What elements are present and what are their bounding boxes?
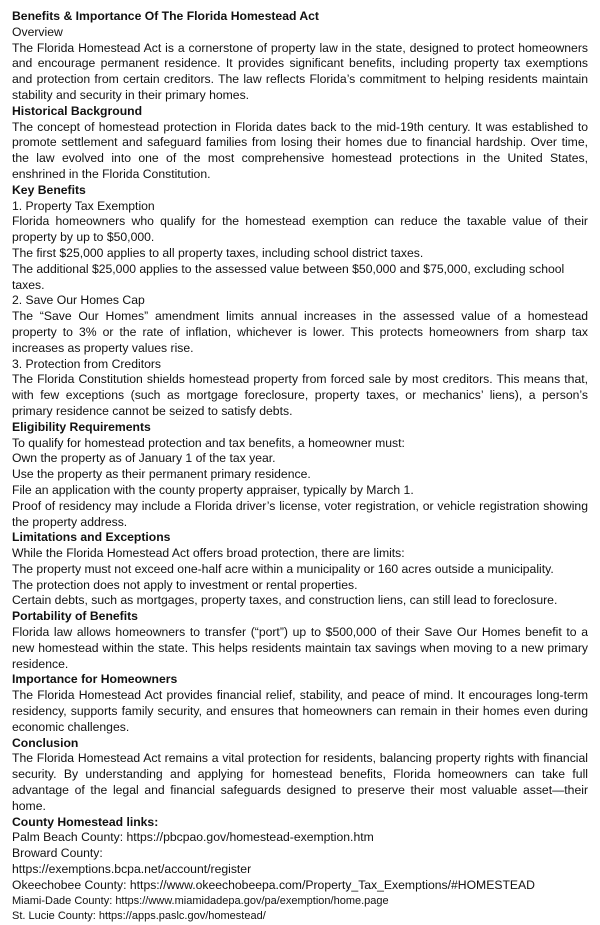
link-broward[interactable]: https://exemptions.bcpa.net/account/register xyxy=(12,862,252,877)
link-okeechobee[interactable]: Okeechobee County: https://www.okeechobeepa.com/Property_Tax_Exemptions/#HOMESTEAD xyxy=(12,877,535,892)
conclusion-heading: Conclusion xyxy=(12,735,79,750)
overview-heading: Overview xyxy=(12,24,63,39)
limits-intro: While the Florida Homestead Act offers broad protection, there are limits: xyxy=(12,546,405,561)
eligibility-intro: To qualify for homestead protection and tax benefits, a homeowner must: xyxy=(12,435,405,450)
benefit-3-title: 3. Protection from Creditors xyxy=(12,356,162,371)
history-heading: Historical Background xyxy=(12,103,143,118)
eligibility-item: Use the property as their permanent primary residence. xyxy=(12,467,311,482)
eligibility-item: File an application with the county property appraiser, typically by March 1. xyxy=(12,482,414,497)
benefit-1-line-1: The first $25,000 applies to all property taxes, including school district taxes. xyxy=(12,245,424,260)
limits-heading: Limitations and Exceptions xyxy=(12,530,171,545)
benefits-heading: Key Benefits xyxy=(12,182,86,197)
link-palm-beach[interactable]: Palm Beach County: https://pbcpao.gov/homestead-exemption.htm xyxy=(12,830,374,845)
benefit-3-paragraph: The Florida Constitution shields homestead property from forced sale by most creditors. This means that, with few exceptions (such as mortgage foreclosure, property taxes, or mechanics’ liens), a person’s primary residence cannot be seized to satisfy debts. xyxy=(12,372,588,418)
eligibility-heading: Eligibility Requirements xyxy=(12,419,151,434)
benefit-1-line-2: The additional $25,000 applies to the assessed value between $50,000 and $75,000, excluding school taxes. xyxy=(12,261,565,292)
limits-item: The property must not exceed one-half acre within a municipality or 160 acres outside a municipality. xyxy=(12,561,554,576)
link-broward-label: Broward County: xyxy=(12,846,103,861)
overview-paragraph: The Florida Homestead Act is a cornerstone of property law in the state, designed to protect homeowners and encourage permanent residence. It provides significant benefits, including property tax exemptions and protection from certain creditors. The law reflects Florida’s commitment to helping residents maintain stability and security in their primary homes. xyxy=(12,40,588,102)
importance-paragraph: The Florida Homestead Act provides financial relief, stability, and peace of mind. It encourages long-term residency, supports family security, and ensures that homeowners can remain in their homes even during economic challenges. xyxy=(12,688,588,734)
portability-paragraph: Florida law allows homeowners to transfer (“port”) up to $500,000 of their Save Our Homes benefit to a new homestead within the state. This helps residents maintain tax savings when moving to a new primary residence. xyxy=(12,625,588,671)
limits-item: Certain debts, such as mortgages, property taxes, and construction liens, can still lead to foreclosure. xyxy=(12,593,558,608)
benefit-2-title: 2. Save Our Homes Cap xyxy=(12,293,145,308)
eligibility-item: Own the property as of January 1 of the tax year. xyxy=(12,451,276,466)
benefit-2-paragraph: The “Save Our Homes” amendment limits annual increases in the assessed value of a homestead property to 3% or the rate of inflation, whichever is lower. This protects homeowners from sharp tax increases as property values rise. xyxy=(12,309,588,355)
conclusion-paragraph: The Florida Homestead Act remains a vital protection for residents, balancing property rights with financial security. By understanding and applying for homestead benefits, Florida homeowners can take full advantage of the legal and financial safeguards designed to preserve their most valuable asset—their home. xyxy=(12,751,588,813)
link-miami-dade[interactable]: Miami-Dade County: https://www.miamidadepa.gov/pa/exemption/home.page xyxy=(12,894,389,907)
history-paragraph: The concept of homestead protection in Florida dates back to the mid-19th century. It was established to promote settlement and safeguard families from losing their homes due to financial hardship. Over time, the law evolved into one of the most comprehensive homestead protections in the United States, enshrined in the Florida Constitution. xyxy=(12,119,588,181)
importance-heading: Importance for Homeowners xyxy=(12,672,178,687)
document-title: Benefits & Importance Of The Florida Homestead Act xyxy=(12,9,319,23)
eligibility-proof: Proof of residency may include a Florida driver’s license, voter registration, or vehicle registration showing the property address. xyxy=(12,498,588,529)
links-heading: County Homestead links: xyxy=(12,814,159,829)
benefit-1-title: 1. Property Tax Exemption xyxy=(12,198,155,213)
limits-item: The protection does not apply to investment or rental properties. xyxy=(12,577,358,592)
portability-heading: Portability of Benefits xyxy=(12,609,138,624)
benefit-1-paragraph: Florida homeowners who qualify for the homestead exemption can reduce the taxable value of their property by up to $50,000. xyxy=(12,214,588,245)
link-st-lucie[interactable]: St. Lucie County: https://apps.paslc.gov/homestead/ xyxy=(12,910,266,923)
